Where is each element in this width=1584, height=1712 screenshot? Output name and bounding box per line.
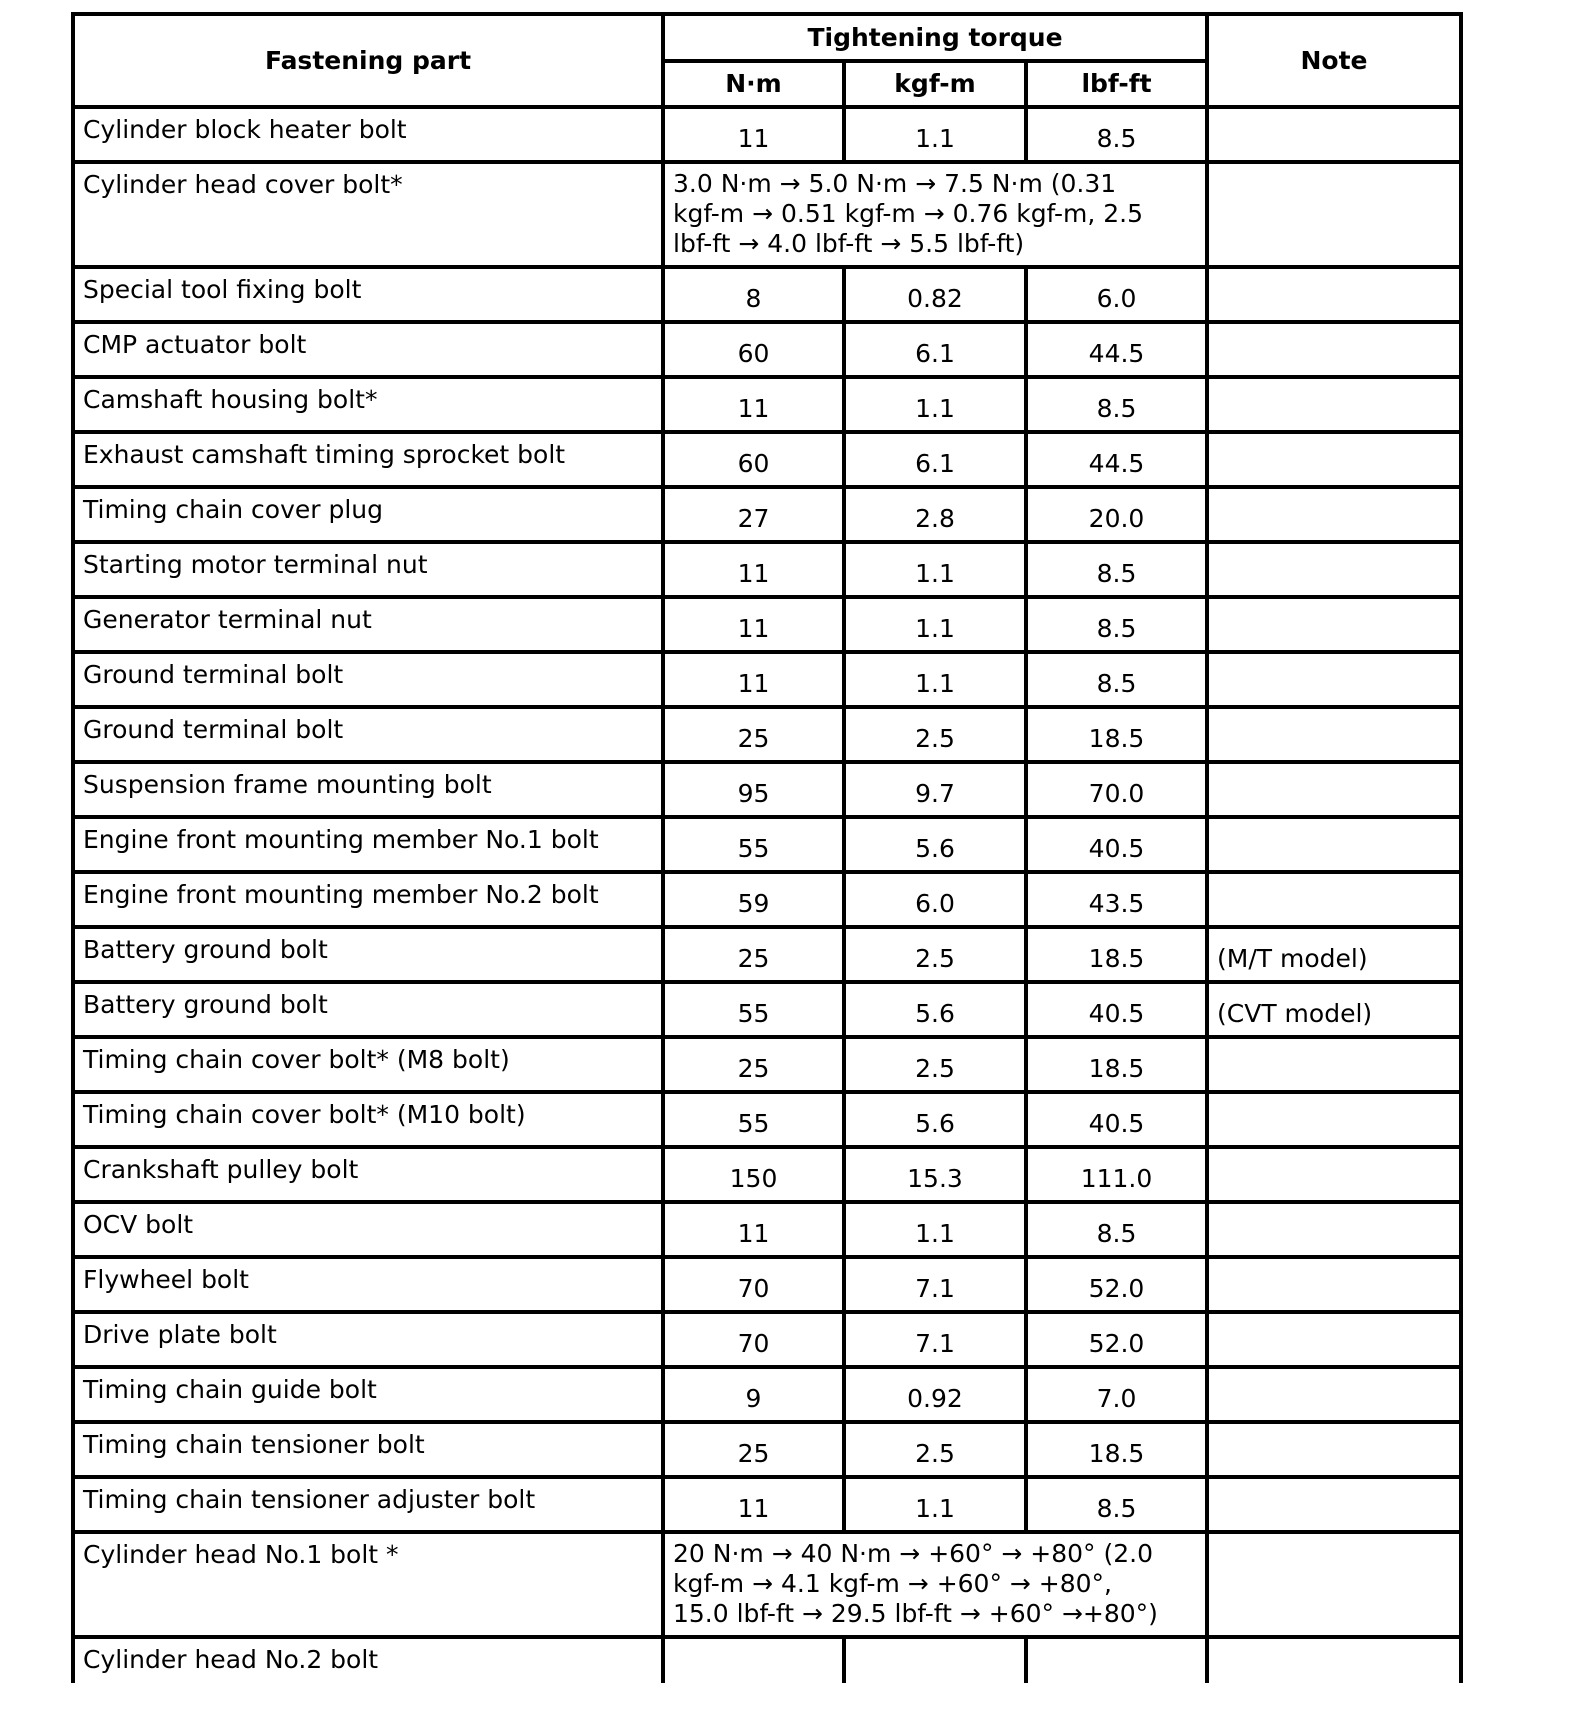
table-row (73, 707, 1461, 762)
torque-lbfft-cell: 18.5 (1026, 707, 1207, 762)
table-row (73, 1637, 1461, 1683)
torque-kgfm-cell: 1.1 (844, 107, 1026, 162)
torque-sequence-line: 15.0 lbf-ft → 29.5 lbf-ft → +60° →+80°) (673, 1599, 1158, 1628)
table-row (73, 1477, 1461, 1532)
fastening-part-cell: Engine front mounting member No.1 bolt (73, 817, 663, 872)
fastening-part-cell: Suspension frame mounting bolt (73, 762, 663, 817)
fastening-part-cell: Crankshaft pulley bolt (73, 1147, 663, 1202)
table-row (73, 817, 1461, 872)
note-cell (1207, 762, 1461, 817)
torque-kgfm-cell: 1.1 (844, 1477, 1026, 1532)
torque-kgfm-cell: 2.5 (844, 927, 1026, 982)
torque-lbfft-cell: 43.5 (1026, 872, 1207, 927)
torque-nm-cell: 11 (663, 1477, 844, 1532)
torque-lbfft-cell: 70.0 (1026, 762, 1207, 817)
torque-nm-cell: 60 (663, 432, 844, 487)
torque-nm-cell: 8 (663, 267, 844, 322)
fastening-part-cell: Battery ground bolt (73, 927, 663, 982)
note-cell (1207, 162, 1461, 267)
torque-lbfft-cell: 18.5 (1026, 1422, 1207, 1477)
torque-kgfm-cell: 2.5 (844, 1422, 1026, 1477)
torque-nm-cell: 55 (663, 817, 844, 872)
header-fastening-part: Fastening part (73, 14, 663, 107)
fastening-part-cell: Cylinder head No.1 bolt * (73, 1532, 663, 1637)
table-row (73, 1312, 1461, 1367)
table-row (73, 1367, 1461, 1422)
fastening-part-cell: Timing chain tensioner bolt (73, 1422, 663, 1477)
torque-lbfft-cell: 111.0 (1026, 1147, 1207, 1202)
torque-sequence-cell (663, 1532, 1207, 1637)
torque-kgfm-cell: 15.3 (844, 1147, 1026, 1202)
table-row (73, 1202, 1461, 1257)
torque-lbfft-cell: 44.5 (1026, 322, 1207, 377)
torque-kgfm-cell: 5.6 (844, 982, 1026, 1037)
fastening-part-cell: OCV bolt (73, 1202, 663, 1257)
note-cell (1207, 1367, 1461, 1422)
torque-lbfft-cell: 40.5 (1026, 817, 1207, 872)
torque-nm-cell: 25 (663, 707, 844, 762)
torque-lbfft-cell: 40.5 (1026, 1092, 1207, 1147)
note-cell (1207, 1147, 1461, 1202)
note-cell (1207, 1202, 1461, 1257)
torque-lbfft-cell: 18.5 (1026, 1037, 1207, 1092)
torque-kgfm-cell: 0.82 (844, 267, 1026, 322)
torque-kgfm-cell: 6.1 (844, 322, 1026, 377)
torque-sequence-line: 20 N·m → 40 N·m → +60° → +80° (2.0 (673, 1539, 1154, 1568)
torque-nm-cell: 11 (663, 107, 844, 162)
torque-nm-cell: 55 (663, 1092, 844, 1147)
torque-kgfm-cell: 7.1 (844, 1312, 1026, 1367)
torque-lbfft-cell: 8.5 (1026, 652, 1207, 707)
torque-nm-cell: 11 (663, 377, 844, 432)
torque-lbfft-cell: 52.0 (1026, 1257, 1207, 1312)
header-unit-nm: N·m (663, 61, 844, 107)
torque-nm-cell: 9 (663, 1367, 844, 1422)
table-row (73, 107, 1461, 162)
torque-lbfft-cell: 8.5 (1026, 377, 1207, 432)
note-cell (1207, 487, 1461, 542)
fastening-part-cell: Timing chain cover bolt* (M10 bolt) (73, 1092, 663, 1147)
torque-nm-cell: 95 (663, 762, 844, 817)
torque-kgfm-cell: 9.7 (844, 762, 1026, 817)
torque-kgfm-cell: 1.1 (844, 377, 1026, 432)
torque-nm-cell: 150 (663, 1147, 844, 1202)
header-unit-kgfm: kgf-m (844, 61, 1026, 107)
torque-nm-cell (663, 1637, 844, 1683)
note-cell (1207, 1092, 1461, 1147)
torque-nm-cell: 70 (663, 1257, 844, 1312)
torque-sequence-line: kgf-m → 4.1 kgf-m → +60° → +80°, (673, 1569, 1113, 1598)
torque-nm-cell: 70 (663, 1312, 844, 1367)
header-note: Note (1207, 14, 1461, 107)
fastening-part-cell: Battery ground bolt (73, 982, 663, 1037)
fastening-part-cell: Camshaft housing bolt* (73, 377, 663, 432)
torque-lbfft-cell: 7.0 (1026, 1367, 1207, 1422)
fastening-part-cell: Cylinder head No.2 bolt (73, 1637, 663, 1683)
table-row (73, 542, 1461, 597)
torque-nm-cell: 11 (663, 1202, 844, 1257)
torque-lbfft-cell: 8.5 (1026, 1202, 1207, 1257)
torque-kgfm-cell: 1.1 (844, 542, 1026, 597)
torque-sequence-line: 3.0 N·m → 5.0 N·m → 7.5 N·m (0.31 (673, 169, 1117, 198)
note-cell (1207, 377, 1461, 432)
table-row (73, 872, 1461, 927)
torque-sequence-line: lbf-ft → 4.0 lbf-ft → 5.5 lbf-ft) (673, 229, 1025, 258)
note-cell (1207, 707, 1461, 762)
torque-lbfft-cell: 8.5 (1026, 1477, 1207, 1532)
torque-lbfft-cell: 52.0 (1026, 1312, 1207, 1367)
fastening-part-cell: Special tool fixing bolt (73, 267, 663, 322)
torque-kgfm-cell: 1.1 (844, 597, 1026, 652)
torque-lbfft-cell: 8.5 (1026, 542, 1207, 597)
torque-nm-cell: 25 (663, 1037, 844, 1092)
torque-kgfm-cell: 1.1 (844, 652, 1026, 707)
fastening-part-cell: Exhaust camshaft timing sprocket bolt (73, 432, 663, 487)
table-body (73, 107, 1461, 1683)
table-row (73, 377, 1461, 432)
fastening-part-cell: CMP actuator bolt (73, 322, 663, 377)
fastening-part-cell: Timing chain tensioner adjuster bolt (73, 1477, 663, 1532)
note-cell (1207, 652, 1461, 707)
note-cell (1207, 597, 1461, 652)
torque-kgfm-cell: 2.8 (844, 487, 1026, 542)
table-row (73, 1422, 1461, 1477)
fastening-part-cell: Cylinder head cover bolt* (73, 162, 663, 267)
table-row (73, 162, 1461, 267)
header-unit-lbfft: lbf-ft (1026, 61, 1207, 107)
table-row (73, 1147, 1461, 1202)
table-row (73, 322, 1461, 377)
torque-lbfft-cell: 18.5 (1026, 927, 1207, 982)
table-header (73, 14, 1461, 107)
header-tightening-torque: Tightening torque (663, 14, 1207, 61)
note-cell (1207, 1532, 1461, 1637)
torque-nm-cell: 11 (663, 652, 844, 707)
torque-nm-cell: 59 (663, 872, 844, 927)
note-cell (1207, 322, 1461, 377)
table-row (73, 267, 1461, 322)
torque-sequence-cell (663, 162, 1207, 267)
torque-nm-cell: 25 (663, 1422, 844, 1477)
fastening-part-cell: Ground terminal bolt (73, 707, 663, 762)
torque-kgfm-cell: 7.1 (844, 1257, 1026, 1312)
note-cell (1207, 1477, 1461, 1532)
torque-nm-cell: 11 (663, 597, 844, 652)
torque-kgfm-cell: 0.92 (844, 1367, 1026, 1422)
note-cell (1207, 872, 1461, 927)
torque-lbfft-cell: 8.5 (1026, 597, 1207, 652)
note-cell: (CVT model) (1207, 982, 1461, 1037)
note-cell: (M/T model) (1207, 927, 1461, 982)
note-cell (1207, 1312, 1461, 1367)
table-row (73, 1037, 1461, 1092)
torque-kgfm-cell: 1.1 (844, 1202, 1026, 1257)
torque-lbfft-cell (1026, 1637, 1207, 1683)
table-row (73, 1532, 1461, 1637)
torque-kgfm-cell: 5.6 (844, 817, 1026, 872)
fastening-part-cell: Timing chain cover bolt* (M8 bolt) (73, 1037, 663, 1092)
torque-kgfm-cell (844, 1637, 1026, 1683)
fastening-part-cell: Timing chain guide bolt (73, 1367, 663, 1422)
torque-nm-cell: 25 (663, 927, 844, 982)
torque-nm-cell: 11 (663, 542, 844, 597)
torque-nm-cell: 55 (663, 982, 844, 1037)
table-row (73, 432, 1461, 487)
torque-kgfm-cell: 5.6 (844, 1092, 1026, 1147)
torque-lbfft-cell: 6.0 (1026, 267, 1207, 322)
fastening-part-cell: Drive plate bolt (73, 1312, 663, 1367)
torque-kgfm-cell: 2.5 (844, 1037, 1026, 1092)
torque-sequence-line: kgf-m → 0.51 kgf-m → 0.76 kgf-m, 2.5 (673, 199, 1144, 228)
note-cell (1207, 817, 1461, 872)
torque-lbfft-cell: 40.5 (1026, 982, 1207, 1037)
note-cell (1207, 1637, 1461, 1683)
table-row (73, 927, 1461, 982)
torque-lbfft-cell: 20.0 (1026, 487, 1207, 542)
table-row (73, 762, 1461, 817)
fastening-part-cell: Timing chain cover plug (73, 487, 663, 542)
torque-lbfft-cell: 44.5 (1026, 432, 1207, 487)
note-cell (1207, 1422, 1461, 1477)
table-row (73, 597, 1461, 652)
note-cell (1207, 432, 1461, 487)
note-cell (1207, 542, 1461, 597)
fastening-part-cell: Generator terminal nut (73, 597, 663, 652)
table-row (73, 487, 1461, 542)
torque-kgfm-cell: 2.5 (844, 707, 1026, 762)
table-row (73, 1257, 1461, 1312)
note-cell (1207, 107, 1461, 162)
fastening-part-cell: Starting motor terminal nut (73, 542, 663, 597)
note-cell (1207, 1037, 1461, 1092)
fastening-part-cell: Engine front mounting member No.2 bolt (73, 872, 663, 927)
table-row (73, 652, 1461, 707)
note-cell (1207, 267, 1461, 322)
torque-nm-cell: 27 (663, 487, 844, 542)
torque-spec-table (71, 12, 1463, 1683)
torque-kgfm-cell: 6.0 (844, 872, 1026, 927)
table-row (73, 1092, 1461, 1147)
note-cell (1207, 1257, 1461, 1312)
torque-kgfm-cell: 6.1 (844, 432, 1026, 487)
table-row (73, 982, 1461, 1037)
torque-lbfft-cell: 8.5 (1026, 107, 1207, 162)
fastening-part-cell: Ground terminal bolt (73, 652, 663, 707)
fastening-part-cell: Cylinder block heater bolt (73, 107, 663, 162)
torque-nm-cell: 60 (663, 322, 844, 377)
fastening-part-cell: Flywheel bolt (73, 1257, 663, 1312)
